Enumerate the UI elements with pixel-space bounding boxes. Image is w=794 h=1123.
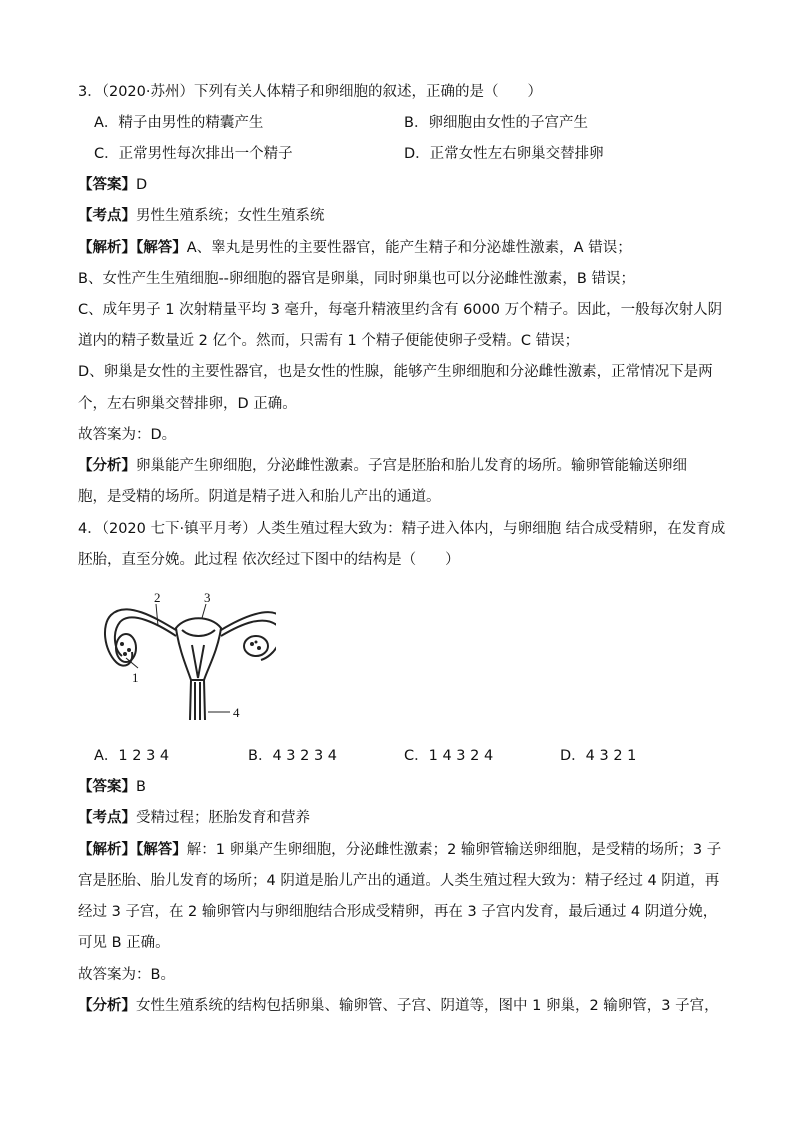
analysis-line: 道内的精子数量近 2 亿个。然而，只需有 1 个精子便能使卵子受精。C 错误； (78, 333, 580, 349)
q4-analysis-row (78, 840, 721, 860)
point-tag: 【考点】 (78, 208, 136, 224)
analysis-tag: 【解析】【解答】 (78, 842, 187, 858)
q4-option-c: C．1 4 3 2 4 (404, 748, 494, 764)
fenxi-tag: 【分析】 (78, 998, 136, 1014)
analysis-line: 可见 B 正确。 (78, 935, 170, 951)
q3-answer-row (78, 175, 147, 195)
analysis-line: 个，左右卵巢交替排卵，D 正确。 (78, 396, 297, 412)
q3-option-b: B．卵细胞由女性的子宫产生 (404, 115, 588, 131)
q4-option-b: B．4 3 2 3 4 (248, 748, 338, 764)
analysis-line: 故答案为：B。 (78, 967, 175, 983)
analysis-line: D、卵巢是女性的主要性器官，也是女性的性腺，能够产生卵细胞和分泌雌性激素，正常情况下是两 (78, 364, 713, 380)
fenxi-text: 卵巢能产生卵细胞，分泌雌性激素。子宫是胚胎和胎儿发育的场所。输卵管能输送卵细 (136, 458, 687, 474)
figure-label-1: 1 (132, 670, 139, 685)
analysis-line: 经过 3 子宫，在 2 输卵管内与卵细胞结合形成受精卵，再在 3 子宫内发育，最后通过 4 阴道分娩， (78, 904, 718, 920)
q3-analysis-row (78, 238, 632, 258)
point-tag: 【考点】 (78, 810, 136, 826)
q3-point-row (78, 206, 325, 226)
analysis-line: B、女性产生生殖细胞--卵细胞的器官是卵巢，同时卵巢也可以分泌雌性激素，B 错误； (78, 271, 635, 287)
q4-stem-line: 4．（2020 七下·镇平月考）人类生殖过程大致为：精子进入体内，与卵细胞 结合成受精卵，在发育成 (78, 521, 726, 537)
fenxi-tag: 【分析】 (78, 458, 136, 474)
q3-option-c: C．正常男性每次排出一个精子 (94, 146, 293, 162)
point-value: 男性生殖系统；女性生殖系统 (136, 208, 325, 224)
q4-stem-line: 胚胎，直至分娩。此过程 依次经过下图中的结构是（ ） (78, 552, 460, 568)
point-value: 受精过程；胚胎发育和营养 (136, 810, 310, 826)
fenxi-line: 胞，是受精的场所。阴道是精子进入和胎儿产出的通道。 (78, 489, 441, 505)
q3-stem: 3．（2020·苏州）下列有关人体精子和卵细胞的叙述，正确的是（ ） (78, 84, 542, 100)
analysis-text: A、睾丸是男性的主要性器官，能产生精子和分泌雄性激素，A 错误； (186, 240, 632, 256)
fenxi-text: 女性生殖系统的结构包括卵巢、输卵管、子宫、阴道等，图中 1 卵巢，2 输卵管，3 子宫， (136, 998, 719, 1014)
q3-fenxi-row (78, 456, 687, 476)
figure-label-2: 2 (154, 590, 161, 605)
q4-option-a: A．1 2 3 4 (94, 748, 170, 764)
answer-value: D (136, 177, 148, 193)
answer-tag: 【答案】 (78, 177, 136, 193)
analysis-text: 解：1 卵巢产生卵细胞，分泌雌性激素；2 输卵管输送卵细胞，是受精的场所；3 子 (186, 842, 722, 858)
figure-label-4: 4 (233, 705, 240, 720)
answer-tag: 【答案】 (78, 779, 136, 795)
analysis-tag: 【解析】【解答】 (78, 240, 187, 256)
q4-fenxi-row (78, 996, 719, 1016)
analysis-line: 宫是胚胎、胎儿发育的场所；4 阴道是胎儿产出的通道。人类生殖过程大致为：精子经过 4 阴道，再 (78, 873, 720, 889)
figure-label-3: 3 (204, 590, 211, 605)
q4-option-d: D．4 3 2 1 (560, 748, 637, 764)
analysis-line: C、成年男子 1 次射精量平均 3 毫升，每毫升精液里约含有 6000 万个精子。因此，一般每次射人阴 (78, 302, 723, 318)
analysis-line: 故答案为：D。 (78, 427, 177, 443)
q3-option-d: D．正常女性左右卵巢交替排卵 (404, 146, 604, 162)
q4-answer-row (78, 777, 146, 797)
q3-option-a: A．精子由男性的精囊产生 (94, 115, 264, 131)
female-reproductive-diagram (96, 590, 276, 730)
q4-point-row (78, 808, 310, 828)
answer-value: B (136, 779, 146, 795)
